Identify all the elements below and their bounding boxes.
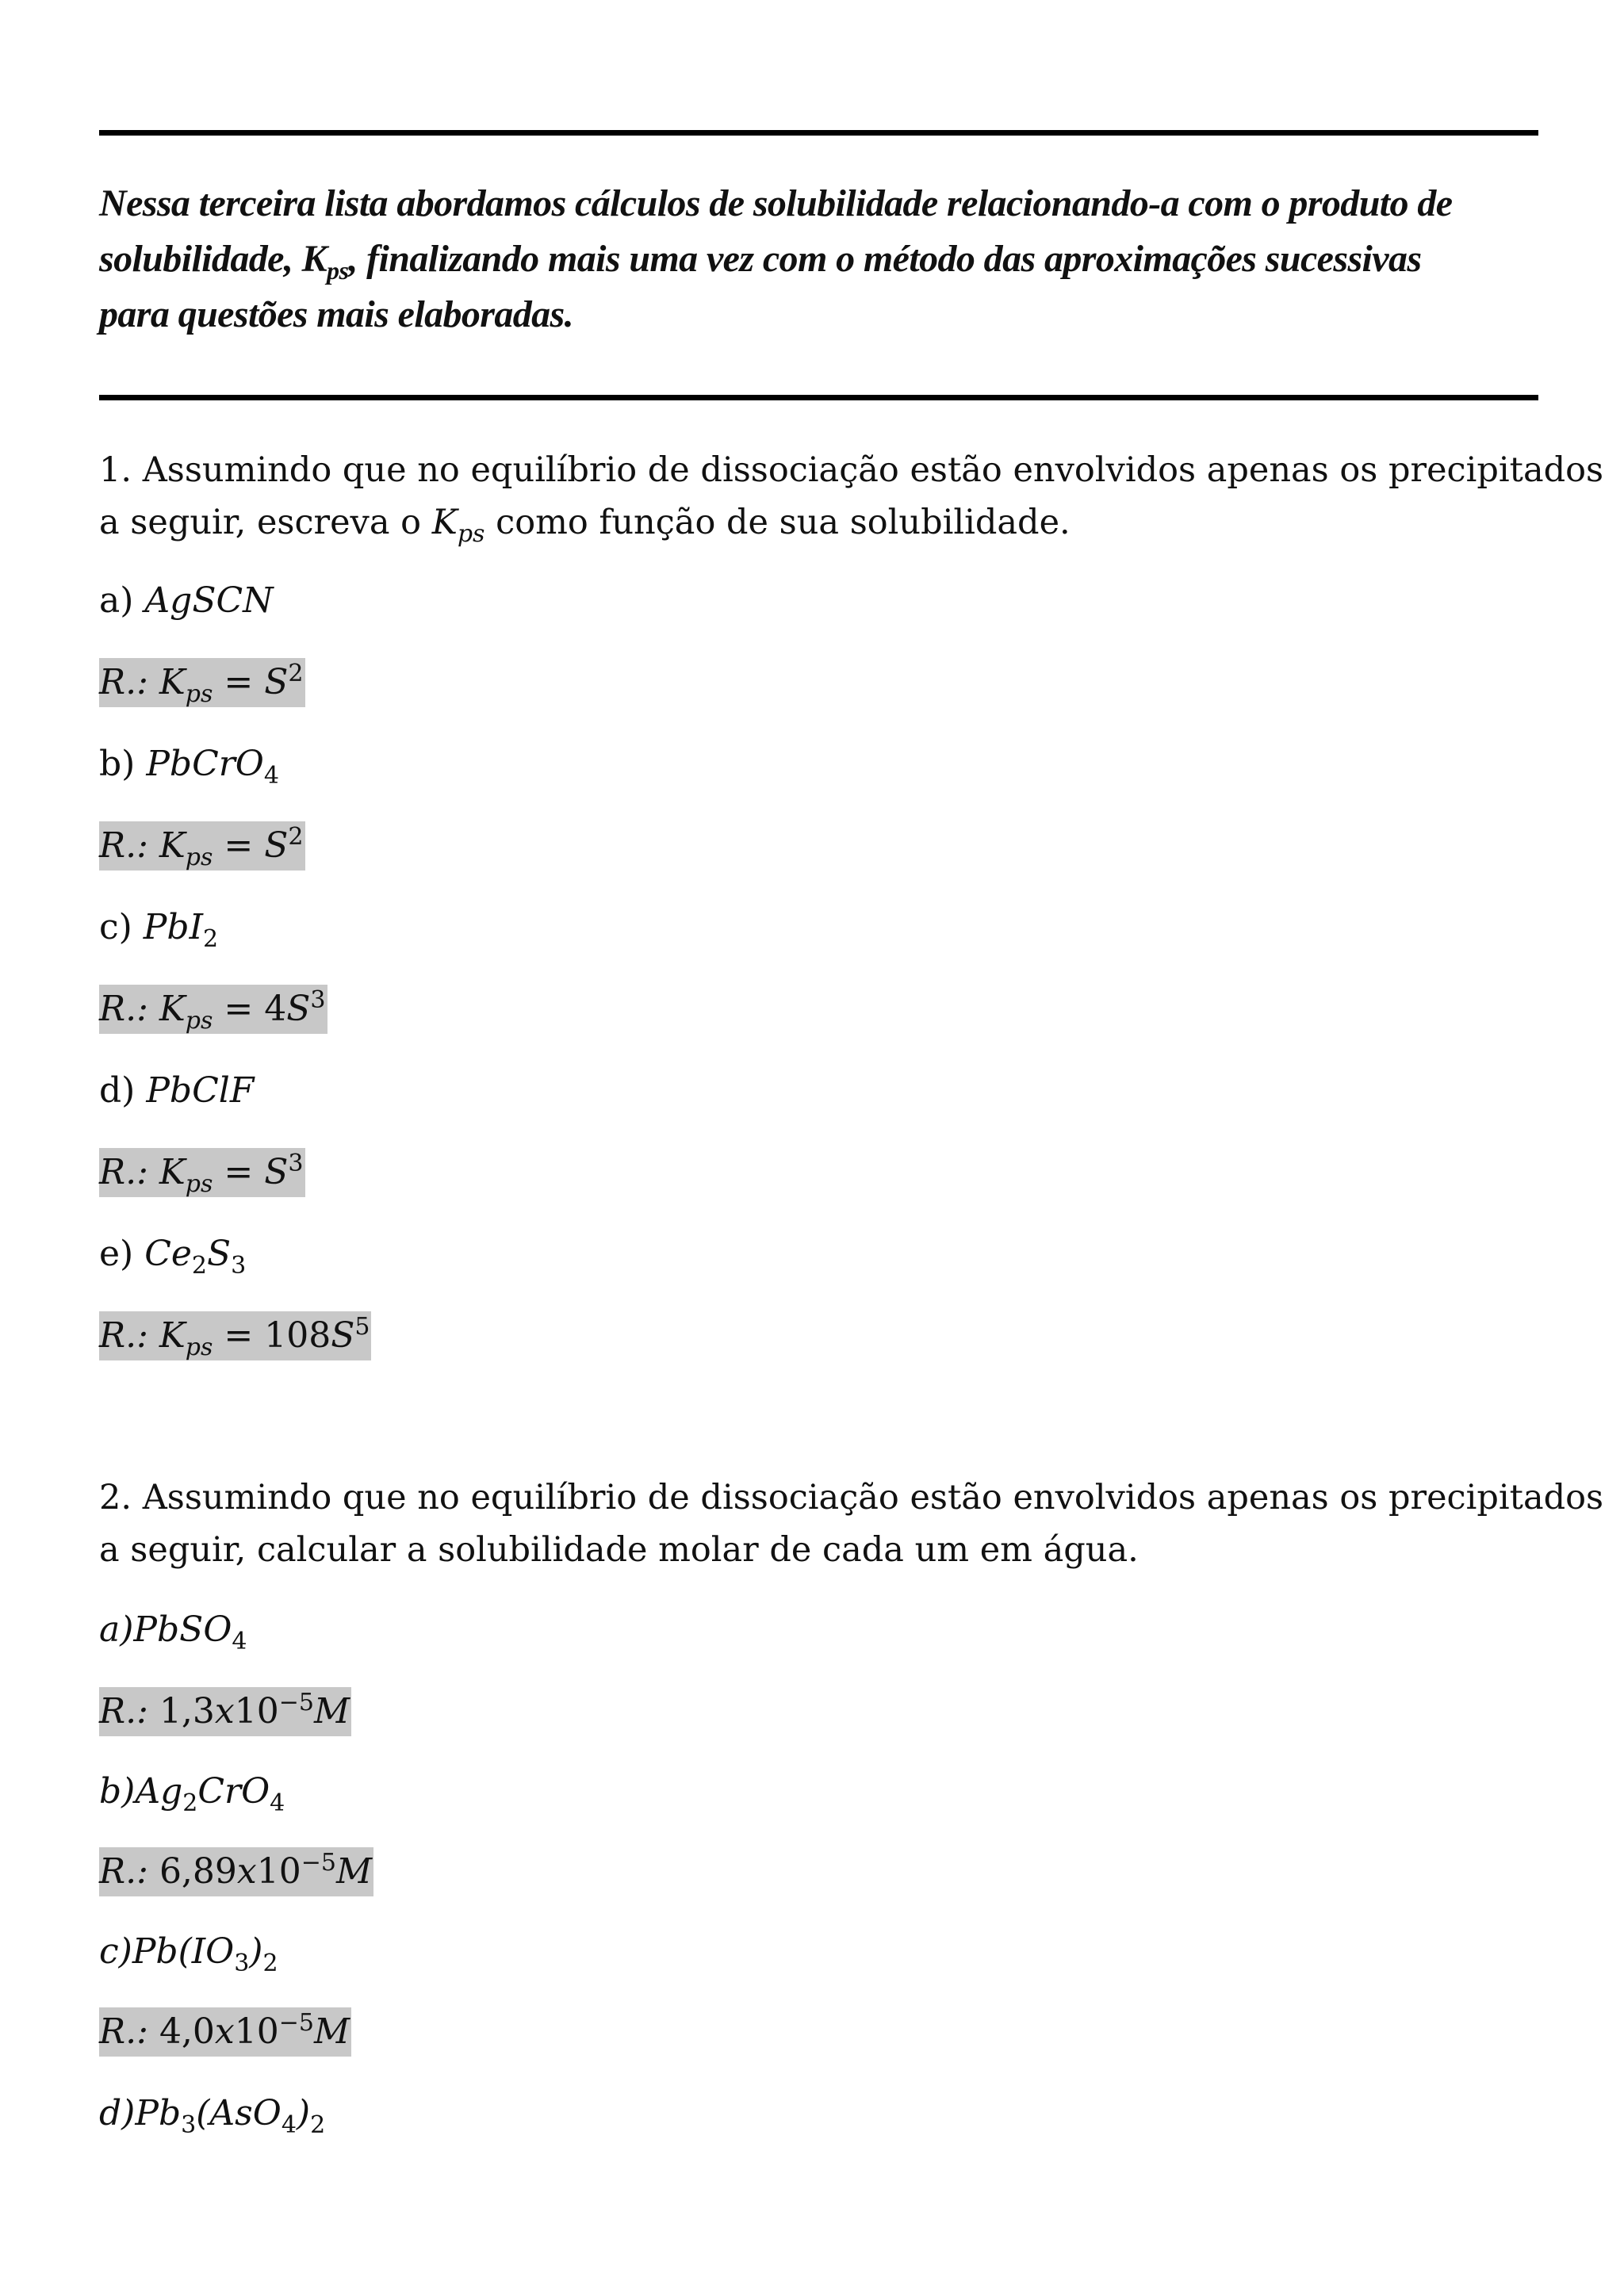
q1-item-b: b) PbCrO$_4$ bbox=[99, 744, 279, 790]
q2-item-a: a)PbSO$_4$ bbox=[99, 1609, 247, 1655]
q1-answer-e: R.: $K_{ps} = 108S^5$ bbox=[99, 1313, 370, 1361]
q1-item-c: c) PbI$_2$ bbox=[99, 907, 219, 953]
top-divider bbox=[99, 130, 1538, 136]
bottom-divider bbox=[99, 395, 1538, 400]
q2-item-c: $c)Pb(IO_3)_2$ bbox=[99, 1931, 278, 1977]
q2-answer-b: R.: $6,89x10^{-5}M$ bbox=[99, 1847, 373, 1896]
q2-item-a-formula: PbSO$_4$ bbox=[133, 1609, 247, 1655]
q2-item-d-formula: $Pb_3(AsO_4)_2$ bbox=[135, 2093, 326, 2139]
intro-line-1: Nessa terceira lista abordamos cálculos de solubilidade relacionando-a com o produto de bbox=[99, 182, 1453, 224]
q2-answer-c: R.: $4,0x10^{-5}M$ bbox=[99, 2007, 351, 2057]
question-2-line-1: 2. Assumindo que no equilíbrio de dissociação estão envolvidos apenas os precipitados bbox=[99, 1478, 1604, 1517]
intro-line-3: para questões mais elaboradas. bbox=[99, 293, 574, 335]
question-1-text bbox=[99, 444, 1604, 549]
q2-answer-a: R.: $1,3x10^{-5}M$ bbox=[99, 1687, 351, 1736]
document-page bbox=[99, 0, 1604, 2296]
q1-item-d: d) PbClF bbox=[99, 1070, 255, 1111]
q2-item-b-formula: $Ag_2CrO_4$ bbox=[135, 1771, 285, 1817]
q1-answer-b: R.: $K_{ps} = S^2$ bbox=[99, 823, 304, 871]
question-2-line-2: a seguir, calcular a solubilidade molar de cada um em água. bbox=[99, 1530, 1139, 1570]
question-1-line-2: a seguir, escreva o $K_{ps}$ como função de sua solubilidade. bbox=[99, 503, 1071, 548]
q1-item-a: a) AgSCN bbox=[99, 580, 274, 621]
question-1-line-1: 1. Assumindo que no equilíbrio de dissociação estão envolvidos apenas os precipitados bbox=[99, 450, 1604, 490]
q2-item-c-formula: $Pb(IO_3)_2$ bbox=[132, 1931, 278, 1977]
q1-item-c-formula: PbI$_2$ bbox=[143, 907, 219, 953]
q1-answer-a: R.: $K_{ps} = S^2$ bbox=[99, 660, 304, 708]
q2-item-d: $d)Pb_3(AsO_4)_2$ bbox=[99, 2093, 326, 2139]
question-2-text bbox=[99, 1471, 1604, 1576]
q1-item-d-formula: PbClF bbox=[146, 1070, 255, 1111]
q1-item-e-formula: $Ce_2S_3$ bbox=[144, 1234, 247, 1280]
q2-item-b: $b)Ag_2CrO_4$ bbox=[99, 1771, 285, 1817]
q1-answer-c: R.: $K_{ps} = 4S^3$ bbox=[99, 986, 326, 1035]
intro-paragraph bbox=[99, 176, 1538, 342]
q1-answer-d: R.: $K_{ps} = S^3$ bbox=[99, 1150, 304, 1198]
q1-item-e: e) $Ce_2S_3$ bbox=[99, 1234, 247, 1280]
q1-item-a-formula: AgSCN bbox=[144, 580, 274, 621]
intro-line-2: solubilidade, $K_{ps}$, finalizando mais uma vez com o método das aproximações sucessivas bbox=[99, 238, 1422, 285]
q1-item-b-formula: PbCrO$_4$ bbox=[146, 744, 279, 790]
